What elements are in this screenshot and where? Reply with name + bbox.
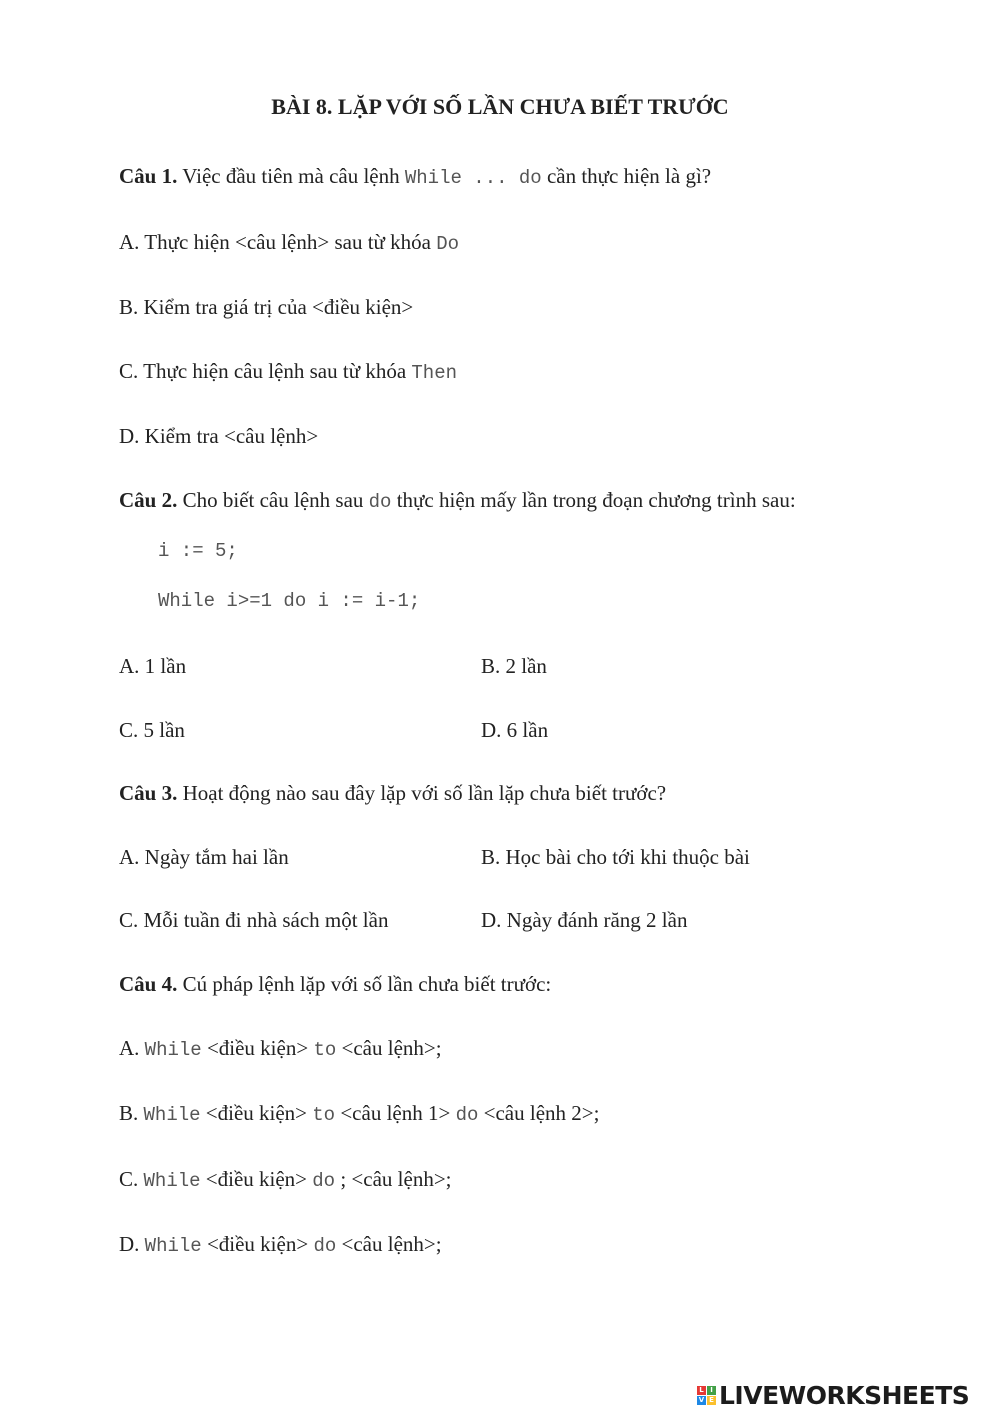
logo-mark-icon <box>697 1386 716 1405</box>
question-1-option-d[interactable]: D. Kiểm tra <câu lệnh> <box>119 424 319 448</box>
question-3-label: Câu 3. <box>119 781 178 805</box>
question-4-option-b[interactable]: B. While <điều kiện> to <câu lệnh 1> do <câu lệnh 2>; <box>119 1101 600 1126</box>
question-3-option-d[interactable]: D. Ngày đánh răng 2 lần <box>481 908 688 932</box>
question-3-option-a[interactable]: A. Ngày tắm hai lần <box>119 845 289 869</box>
question-1-option-c[interactable]: C. Thực hiện câu lệnh sau từ khóa Then <box>119 359 457 384</box>
logo-text: LIVEWORKSHEETS <box>719 1380 970 1410</box>
logo-mark-i: I <box>707 1386 716 1395</box>
question-4-option-c[interactable]: C. While <điều kiện> do ; <câu lệnh>; <box>119 1167 452 1192</box>
logo-mark-e: E <box>707 1396 716 1405</box>
question-2-option-a[interactable]: A. 1 lần <box>119 654 187 678</box>
page-title: BÀI 8. LẶP VỚI SỐ LẦN CHƯA BIẾT TRƯỚC <box>271 94 729 119</box>
question-3-option-c[interactable]: C. Mỗi tuần đi nhà sách một lần <box>119 908 389 932</box>
question-1-option-b[interactable]: B. Kiểm tra giá trị của <điều kiện> <box>119 295 414 319</box>
question-2-option-d[interactable]: D. 6 lần <box>481 718 549 742</box>
question-4-label: Câu 4. <box>119 972 178 996</box>
logo-mark-v: V <box>698 1395 705 1404</box>
question-4-option-a[interactable]: A. While <điều kiện> to <câu lệnh>; <box>119 1036 442 1061</box>
question-2-label: Câu 2. <box>119 488 178 512</box>
question-3: Câu 3. Hoạt động nào sau đây lặp với số lần lặp chưa biết trước? <box>119 781 667 805</box>
question-4: Câu 4. Cú pháp lệnh lặp với số lần chưa biết trước: <box>119 972 552 996</box>
question-1-option-a[interactable]: A. Thực hiện <câu lệnh> sau từ khóa Do <box>119 230 460 255</box>
question-3-option-b[interactable]: B. Học bài cho tới khi thuộc bài <box>481 845 750 869</box>
logo-mark-l: L <box>697 1386 706 1395</box>
question-1-label: Câu 1. <box>119 164 178 188</box>
code-line-2: While i>=1 do i := i-1; <box>158 590 421 612</box>
code-line-1: i := 5; <box>158 540 238 562</box>
question-2: Câu 2. Cho biết câu lệnh sau do thực hiện mấy lần trong đoạn chương trình sau: <box>119 488 796 513</box>
question-2-option-c[interactable]: C. 5 lần <box>119 718 185 742</box>
liveworksheets-logo <box>697 1380 969 1410</box>
question-4-option-d[interactable]: D. While <điều kiện> do <câu lệnh>; <box>119 1232 442 1257</box>
question-1: Câu 1. Việc đầu tiên mà câu lệnh While ... do cần thực hiện là gì? <box>119 164 712 189</box>
question-2-option-b[interactable]: B. 2 lần <box>481 654 547 678</box>
